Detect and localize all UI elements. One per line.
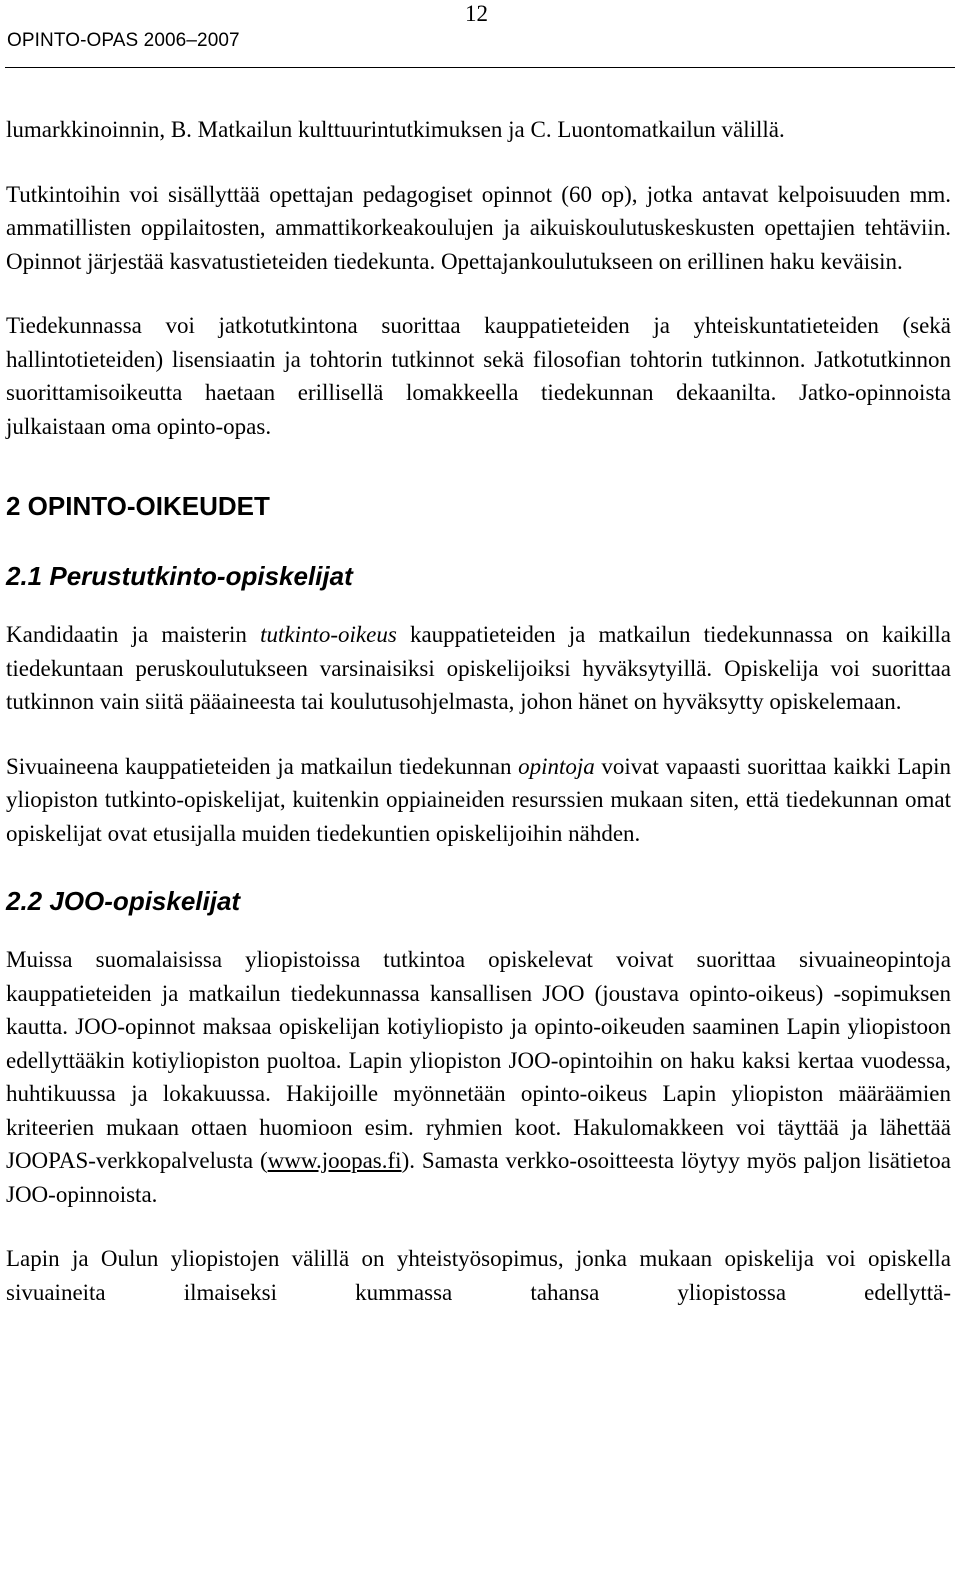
text-segment: kauppatieteiden ja matkailun tiedekunnassa on kaikilla tiedekuntaan peruskoulutukseen varsinaisiksi opiskelijoiksi hyväksytyillä. Opiskelija voi suorittaa tutkinnon vain siitä pääaineesta tai koulutusohjelmasta, johon hänet on hyväksytty opiskelemaan. [6, 622, 951, 714]
paragraph-minor-subject [6, 750, 951, 851]
page-body [6, 113, 951, 1309]
text-segment: Muissa suomalaisissa yliopistoissa tutkintoa opiskelevat voivat suorittaa sivuaineopintoja kauppatieteiden ja matkailun tiedekunnassa kansallisen JOO (joustava opinto-oikeus) -sopimuksen kautta. JOO-opinnot maksaa opiskelijan kotiyliopisto ja opinto-oikeuden saaminen Lapin yliopistoon edellyttääkin kotiyliopiston puoltoa. Lapin yliopiston JOO-opintoihin on haku kaksi kertaa vuodessa, huhtikuussa ja lokakuussa. Hakijoille myönnetään opinto-oikeus Lapin yliopiston määräämien kriteerien mukaan ottaen huomioon esim. ryhmien koot. Hakulomakkeen voi täyttää ja lähettää JOOPAS-verkkopalvelusta ( [6, 947, 951, 1173]
paragraph-joo-studies [6, 943, 951, 1211]
paragraph-postgraduate: Tiedekunnassa voi jatkotutkintona suorittaa kauppatieteiden ja yhteiskuntatieteiden (sekä hallintotieteiden) lisensiaatin ja tohtorin tutkinnot sekä filosofian tohtorin tutkinnon. Jatkotutkinnon suorittamisoikeutta haetaan erillisellä lomakkeella tiedekunnan dekaanilta. Jatko-opinnoista julkaistaan oma opinto-opas. [6, 313, 951, 439]
paragraph-continuation: lumarkkinoinnin, B. Matkailun kulttuurintutkimuksen ja C. Luontomatkailun välillä. [6, 117, 785, 142]
text-segment: Kandidaatin ja maisterin [6, 622, 261, 647]
emphasis-text: tutkinto-oikeus [260, 622, 397, 647]
page-number: 12 [465, 1, 488, 26]
subsection-heading-perustutkinto: 2.1 Perustutkinto-opiskelijat [6, 561, 353, 591]
paragraph-degree-right [6, 618, 951, 719]
paragraph-gap [6, 1211, 951, 1242]
subsection-heading-joo: 2.2 JOO-opiskelijat [6, 886, 241, 916]
paragraph-gap [6, 278, 951, 309]
emphasis-text: opintoja [518, 753, 595, 779]
paragraph-gap [6, 719, 951, 750]
joopas-link[interactable]: www.joopas.fi [267, 1148, 402, 1173]
paragraph-gap [6, 147, 951, 178]
paragraph-pedagogical-studies: Tutkintoihin voi sisällyttää opettajan pedagogiset opinnot (60 op), jotka antavat kelpoisuuden mm. ammatillisten oppilaitosten, ammattikorkeakoulujen ja aikuiskoulutuskeskusten opettajien tehtäviin. Opinnot järjestää kasvatustieteiden tiedekunta. Opettajankoulutukseen on erillinen haku keväisin. [6, 181, 951, 274]
section-heading-opinto-oikeudet: 2 OPINTO-OIKEUDET [6, 491, 270, 521]
text-segment: Sivuaineena kauppatieteiden ja matkailun tiedekunnan [6, 753, 519, 779]
text-segment: ). Samasta verkko-osoitteesta löytyy myös paljon lisätietoa JOO-opinnoista. [6, 1148, 951, 1207]
paragraph-cooperation-agreement: Lapin ja Oulun yliopistojen välillä on yhteistyösopimus, jonka mukaan opiskelija voi opiskella sivuaineita ilmaiseksi kummassa tahansa yliopistossa edellyttä- [6, 1246, 951, 1305]
running-header-title: OPINTO-OPAS 2006–2007 [7, 30, 240, 51]
text-segment: voivat vapaasti suorittaa kaikki Lapin yliopiston tutkinto-opiskelijat, kuitenkin oppiaineiden resurssien mukaan siten, että tiedekunnan omat opiskelijat ovat etusijalla muiden tiedekuntien opiskelijoihin nähden. [6, 753, 951, 846]
header-divider [5, 67, 955, 68]
